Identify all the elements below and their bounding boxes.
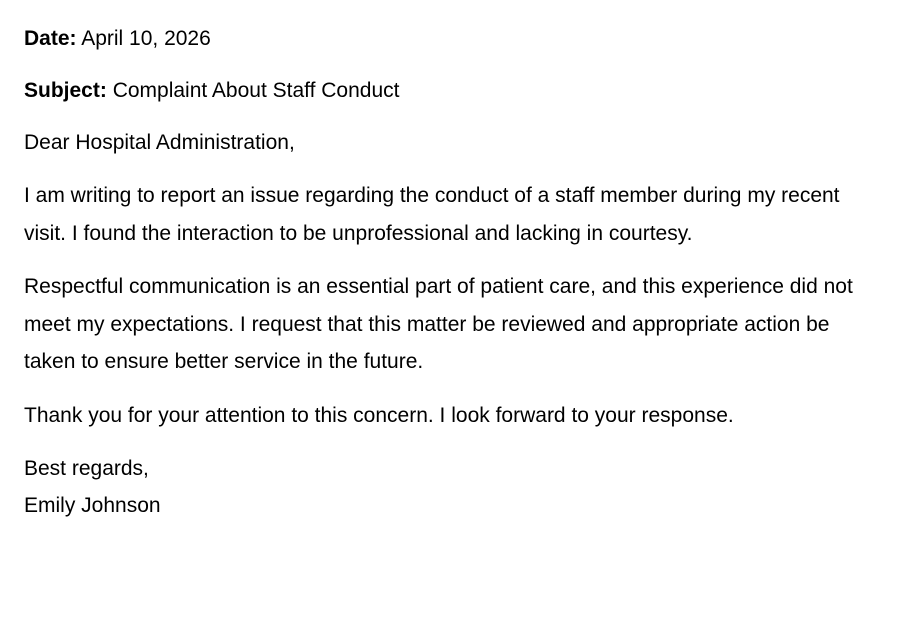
date-value: April 10, 2026 bbox=[81, 27, 211, 50]
subject-label: Subject: bbox=[24, 79, 107, 102]
paragraph-thanks: Thank you for your attention to this concern. I look forward to your response. bbox=[24, 403, 734, 427]
subject-line bbox=[24, 72, 876, 109]
date-line bbox=[24, 20, 876, 57]
paragraph-request: Respectful communication is an essential part of patient care, and this experience did not meet my expectations. I request that this matter be reviewed and appropriate action be taken to ensure better service in the future. bbox=[24, 275, 853, 373]
subject-value: Complaint About Staff Conduct bbox=[112, 79, 400, 102]
salutation: Dear Hospital Administration, bbox=[24, 131, 295, 154]
signer-name: Emily Johnson bbox=[24, 494, 161, 517]
paragraph-report: I am writing to report an issue regarding the conduct of a staff member during my recent visit. I found the interaction to be unprofessional and lacking in courtesy. bbox=[24, 184, 840, 245]
date-label: Date: bbox=[24, 27, 77, 50]
sign-off: Best regards, bbox=[24, 457, 149, 480]
